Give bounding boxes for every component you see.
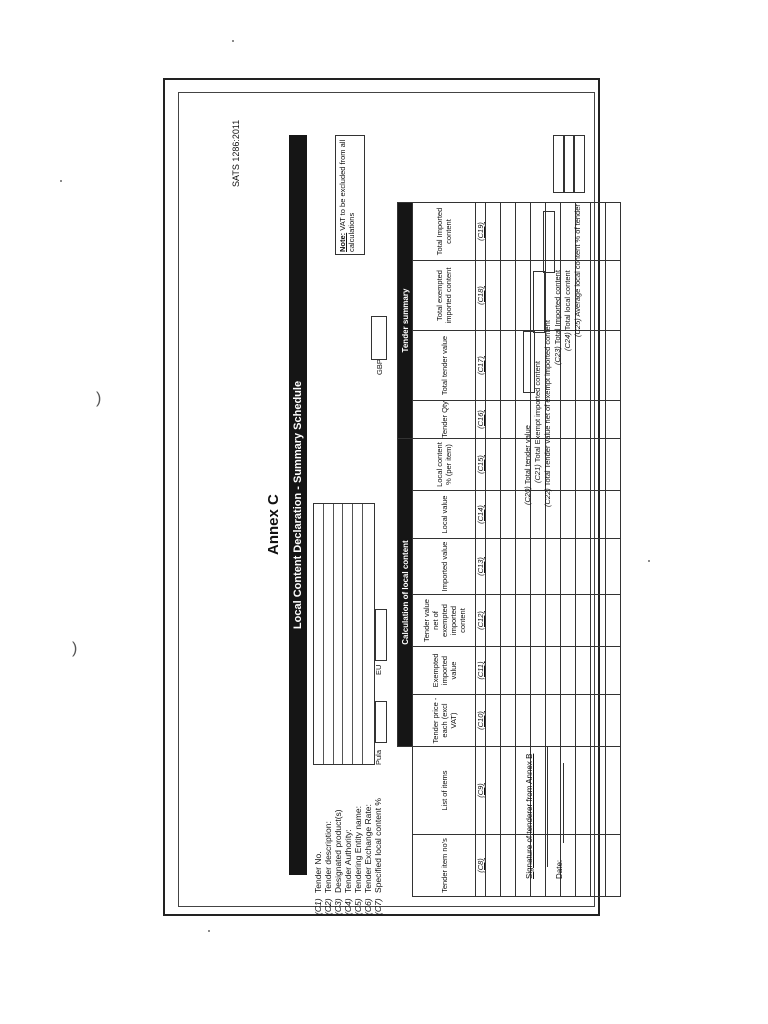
table-row	[591, 203, 606, 897]
table-cell[interactable]	[501, 203, 516, 261]
total-field[interactable]	[523, 331, 535, 393]
table-cell[interactable]	[591, 835, 606, 897]
total-code: (C25)	[573, 318, 582, 337]
column-header: Tender price - each (excl VAT)	[413, 695, 476, 747]
column-code: (C12)	[476, 595, 486, 647]
table-cell[interactable]	[606, 439, 621, 491]
table-cell[interactable]	[561, 539, 576, 595]
table-cell[interactable]	[576, 835, 591, 897]
field-code: (C4)	[343, 898, 353, 915]
table-row	[606, 203, 621, 897]
table-cell[interactable]	[486, 647, 501, 695]
speck	[648, 560, 650, 562]
table-cell[interactable]	[486, 539, 501, 595]
total-label: Total local content	[563, 270, 572, 331]
table-cell[interactable]	[576, 331, 591, 401]
pula-field[interactable]	[375, 701, 387, 743]
table-cell[interactable]	[501, 491, 516, 539]
table-cell[interactable]	[591, 203, 606, 261]
eu-field[interactable]	[375, 609, 387, 661]
annex-heading: Annex C	[265, 494, 282, 555]
total-label: Average local content % of tender	[573, 204, 582, 317]
table-cell[interactable]	[606, 835, 621, 897]
field-label: Tender No.	[313, 851, 323, 893]
table-cell[interactable]	[576, 647, 591, 695]
note-prefix: Note:	[338, 232, 347, 252]
table-cell[interactable]	[531, 695, 546, 747]
standard-number: SATS 1286:2011	[231, 119, 241, 187]
table-cell[interactable]	[531, 539, 546, 595]
table-cell[interactable]	[501, 539, 516, 595]
total-row	[543, 320, 552, 507]
column-header: Local value	[413, 491, 476, 539]
signature-line[interactable]	[547, 747, 548, 867]
table-cell[interactable]	[591, 331, 606, 401]
column-header: Imported value	[413, 539, 476, 595]
table-cell[interactable]	[576, 491, 591, 539]
table-cell[interactable]	[561, 695, 576, 747]
column-code: (C11)	[476, 647, 486, 695]
table-cell[interactable]	[516, 539, 531, 595]
table-cell[interactable]	[591, 491, 606, 539]
table-cell[interactable]	[516, 695, 531, 747]
table-cell[interactable]	[546, 539, 561, 595]
date-label: Date:	[555, 859, 564, 879]
table-cell[interactable]	[561, 491, 576, 539]
total-label: Total Imported content	[553, 270, 562, 345]
column-code: (C14)	[476, 491, 486, 539]
total-row	[553, 270, 562, 365]
table-cell[interactable]	[606, 747, 621, 835]
gbp-field[interactable]	[371, 316, 387, 360]
summary-table	[397, 202, 621, 897]
total-label: Total Tender value net of exempt imported content	[543, 320, 552, 487]
total-code: (C22)	[543, 488, 552, 507]
group-tender-summary: Tender summary	[398, 203, 413, 439]
total-code: (C21)	[533, 464, 542, 483]
rotated-form	[195, 115, 582, 915]
table-cell[interactable]	[606, 261, 621, 331]
table-cell[interactable]	[486, 203, 501, 261]
table-cell[interactable]	[486, 331, 501, 401]
table-cell[interactable]	[591, 695, 606, 747]
table-cell[interactable]	[486, 439, 501, 491]
column-code: (C18)	[476, 261, 486, 331]
table-cell[interactable]	[546, 695, 561, 747]
column-header: Local content % (per item)	[413, 439, 476, 491]
table-cell[interactable]	[561, 595, 576, 647]
speck	[232, 40, 234, 42]
field-label: Tender Authority:	[343, 829, 353, 893]
signature-label: Signature of tenderer from Annex B	[525, 753, 534, 879]
eu-label: EU	[374, 664, 383, 675]
field-code: (C6)	[363, 898, 373, 915]
note-text: VAT to be excluded from all calculations	[338, 139, 356, 252]
table-cell[interactable]	[576, 595, 591, 647]
table-cell[interactable]	[501, 835, 516, 897]
table-cell[interactable]	[501, 439, 516, 491]
table-cell[interactable]	[486, 491, 501, 539]
table-cell[interactable]	[606, 595, 621, 647]
total-row	[523, 425, 532, 505]
table-row	[501, 203, 516, 897]
column-code: (C15)	[476, 439, 486, 491]
table-cell[interactable]	[606, 695, 621, 747]
table-cell[interactable]	[486, 695, 501, 747]
table-cell[interactable]	[486, 401, 501, 439]
form-title-bar: Local Content Declaration - Summary Schedule	[289, 135, 307, 875]
table-cell[interactable]	[501, 401, 516, 439]
table-cell[interactable]	[576, 401, 591, 439]
date-line[interactable]	[555, 763, 564, 843]
table-cell[interactable]	[486, 261, 501, 331]
column-code: (C9)	[476, 747, 486, 835]
field-code: (C2)	[323, 898, 333, 915]
field-code: (C7)	[373, 898, 383, 915]
field-label: Designated product(s)	[333, 809, 343, 893]
table-cell[interactable]	[591, 595, 606, 647]
table-cell[interactable]	[591, 439, 606, 491]
tender-info-box[interactable]	[313, 503, 375, 765]
gbp-label: GBP	[375, 359, 384, 375]
column-header: Tender item no's	[413, 835, 476, 897]
field-code: (C5)	[353, 898, 363, 915]
table-cell[interactable]	[486, 835, 501, 897]
punch-hole-mark: )	[96, 390, 102, 407]
total-field[interactable]	[543, 211, 555, 273]
table-cell[interactable]	[501, 331, 516, 401]
table-cell[interactable]	[591, 647, 606, 695]
table-cell[interactable]	[531, 647, 546, 695]
table-cell[interactable]	[516, 261, 531, 331]
total-field[interactable]	[533, 271, 545, 333]
vat-note	[335, 135, 365, 255]
column-header: Exempted imported value	[413, 647, 476, 695]
column-header: Total exempted imported content	[413, 261, 476, 331]
total-row	[573, 204, 582, 337]
total-code: (C20)	[523, 486, 532, 505]
table-cell[interactable]	[606, 539, 621, 595]
group-local-content: Calculation of local content	[398, 439, 413, 747]
column-header: List of items	[413, 747, 476, 835]
table-cell[interactable]	[561, 647, 576, 695]
column-header: Tender value net of exempted imported content	[413, 595, 476, 647]
table-cell[interactable]	[531, 595, 546, 647]
table-cell[interactable]	[591, 261, 606, 331]
table-cell[interactable]	[576, 747, 591, 835]
column-code: (C17)	[476, 331, 486, 401]
table-cell[interactable]	[606, 203, 621, 261]
total-label: Total tender value	[523, 425, 532, 485]
column-header: Tender Qty	[413, 401, 476, 439]
table-cell[interactable]	[546, 647, 561, 695]
field-label: Tender Exchange Rate:	[363, 804, 373, 893]
table-cell[interactable]	[486, 595, 501, 647]
table-cell[interactable]	[561, 439, 576, 491]
speck	[208, 930, 210, 932]
table-cell[interactable]	[486, 747, 501, 835]
field-code: (C3)	[333, 898, 343, 915]
table-cell[interactable]	[501, 695, 516, 747]
total-row	[563, 270, 572, 351]
table-cell[interactable]	[501, 647, 516, 695]
table-cell[interactable]	[576, 695, 591, 747]
table-cell[interactable]	[501, 595, 516, 647]
total-field[interactable]	[573, 135, 585, 193]
column-code: (C16)	[476, 401, 486, 439]
total-code: (C24)	[563, 332, 572, 351]
table-cell[interactable]	[501, 261, 516, 331]
table-cell[interactable]	[516, 647, 531, 695]
field-code: (C1)	[313, 898, 323, 915]
table-cell[interactable]	[606, 331, 621, 401]
column-code: (C19)	[476, 203, 486, 261]
table-cell[interactable]	[606, 647, 621, 695]
table-cell[interactable]	[606, 491, 621, 539]
table-cell[interactable]	[516, 203, 531, 261]
punch-hole-mark: )	[72, 640, 78, 657]
table-cell[interactable]	[546, 595, 561, 647]
table-cell[interactable]	[501, 747, 516, 835]
table-cell[interactable]	[516, 595, 531, 647]
column-header: Total Imported content	[413, 203, 476, 261]
total-code: (C23)	[553, 346, 562, 365]
table-cell[interactable]	[606, 401, 621, 439]
column-code: (C13)	[476, 539, 486, 595]
field-label: Specified local content %	[373, 798, 383, 893]
table-cell[interactable]	[576, 439, 591, 491]
speck	[60, 180, 62, 182]
field-label: Tendering Entity name:	[353, 806, 363, 893]
table-cell[interactable]	[591, 401, 606, 439]
table-cell[interactable]	[591, 539, 606, 595]
total-label: Total Exempt imported content	[533, 360, 542, 463]
exchange-rate-row	[375, 505, 385, 765]
table-cell[interactable]	[591, 747, 606, 835]
table-cell[interactable]	[561, 401, 576, 439]
table-row	[486, 203, 501, 897]
column-header: Total tender value	[413, 331, 476, 401]
column-code: (C10)	[476, 695, 486, 747]
column-code: (C8)	[476, 835, 486, 897]
pula-label: Pula	[374, 749, 383, 765]
field-label: Tender description:	[323, 821, 333, 893]
table-cell[interactable]	[576, 539, 591, 595]
